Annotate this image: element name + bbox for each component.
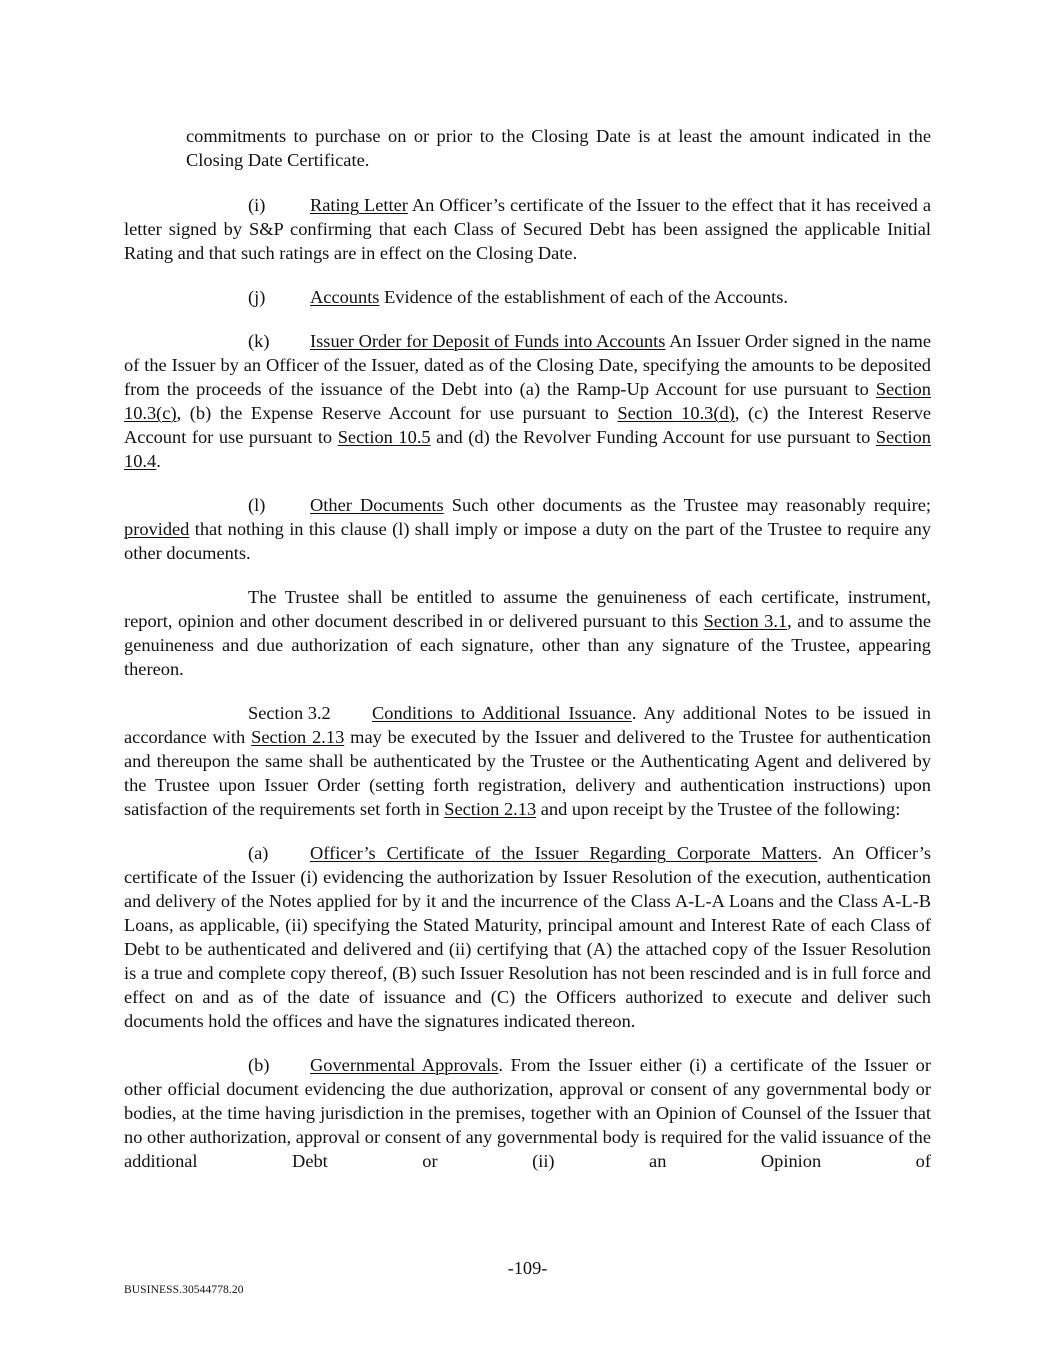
- item-text: . An Officer’s certificate of the Issuer (i) evidencing the authorization by Issuer Resolution of the execution, authentication and delivery of the Notes applied for by it and the incurrence of the Class A-L-A Loans and the Class A-L-B Loans, as applicable, (ii) specifying the Stated Maturity, principal amount and Interest Rate of each Class of Debt to be authenticated and delivered and (ii) certifying that (A) the attached copy of the Issuer Resolution is a true and complete copy thereof, (B) such Issuer Resolution has not been rescinded and is in full force and effect on and as of the date of issuance and (C) the Officers authorized to execute and deliver such documents hold the offices and have the signatures indicated thereon.: [124, 843, 931, 1031]
- item-heading: Rating Letter: [310, 195, 408, 215]
- item-text: Such other documents as the Trustee may reasonably require;: [443, 495, 931, 515]
- item-text: . From the Issuer either (i) a certificate of the Issuer or other official document evidencing the due authorization, approval or consent of any governmental body or bodies, at the time having jurisdiction in the premises, together with an Opinion of Counsel of the Issuer that no other authorization, approval or consent of any governmental body is required for the valid issuance of the additional Debt or (ii) an Opinion of: [124, 1055, 931, 1171]
- document-page: [124, 124, 931, 1193]
- item-label: (a): [248, 843, 269, 863]
- item-text: , (b) the Expense Reserve Account for use pursuant to: [176, 403, 618, 423]
- item-text: and (d) the Revolver Funding Account for use pursuant to: [430, 427, 876, 447]
- continuation-text: commitments to purchase on or prior to the Closing Date is at least the amount indicated in the Closing Date Certificate.: [186, 126, 931, 170]
- section-reference-link: Section 2.13: [444, 799, 537, 819]
- item-j-accounts: [124, 285, 931, 309]
- paragraph-text: may be executed by the Issuer and delivered to the Trustee for authentication and thereupon the same shall be authenticated by the Trustee or the Authenticating Agent and delivered by the Trustee upon Issuer Order (setting forth registration, delivery and authentication instructions) upon satisfaction of the requirements set forth in: [124, 727, 932, 819]
- item-k-issuer-order: [124, 329, 931, 473]
- item-heading: Other Documents: [310, 495, 444, 515]
- provided-emphasis: provided: [124, 519, 190, 539]
- item-text: that nothing in this clause (l) shall imply or impose a duty on the part of the Trustee to require any other documents.: [124, 519, 931, 563]
- item-a-officers-certificate: [124, 841, 931, 1033]
- item-heading: Accounts: [310, 287, 380, 307]
- item-label: (i): [248, 195, 266, 215]
- item-text: , (c) the Interest Reserve Account for use pursuant to: [124, 403, 932, 447]
- section-reference-link: Section 10.3(c): [124, 379, 931, 423]
- item-label: (k): [248, 331, 270, 351]
- item-i-rating-letter: [124, 193, 931, 265]
- paragraph-text: , and to assume the genuineness and due authorization of each signature, other than any signature of the Trustee, appearing thereon.: [124, 611, 931, 679]
- trustee-paragraph: [124, 585, 931, 681]
- section-title: Conditions to Additional Issuance: [372, 703, 632, 723]
- section-3-2-paragraph: [124, 701, 931, 821]
- section-reference-link: Section 2.13: [251, 727, 345, 747]
- section-reference-link: Section 10.5: [337, 427, 431, 447]
- section-reference-link: Section 3.1: [703, 611, 788, 631]
- page-number: -109-: [507, 1258, 548, 1278]
- item-heading: Governmental Approvals: [310, 1055, 499, 1075]
- item-label: (b): [248, 1055, 270, 1075]
- section-reference-link: Section 10.4: [124, 427, 931, 471]
- item-b-governmental-approvals: [124, 1053, 931, 1173]
- item-heading: Issuer Order for Deposit of Funds into Accounts: [310, 331, 666, 351]
- item-text: .: [156, 451, 161, 471]
- document-id: BUSINESS.30544778.20: [124, 1284, 244, 1296]
- item-label: (l): [248, 495, 266, 515]
- item-text: An Issuer Order signed in the name of the Issuer by an Officer of the Issuer, dated as of the Closing Date, specifying the amounts to be deposited from the proceeds of the issuance of the Debt into (a) the Ramp-Up Account for use pursuant to: [124, 331, 931, 399]
- item-text: An Officer’s certificate of the Issuer to the effect that it has received a letter signed by S&P confirming that each Class of Secured Debt has been assigned the applicable Initial Rating and that such ratings are in effect on the Closing Date.: [124, 195, 931, 263]
- item-heading: Officer’s Certificate of the Issuer Regarding Corporate Matters: [310, 843, 818, 863]
- paragraph-text: . Any additional Notes to be issued in accordance with: [124, 703, 931, 747]
- continuation-paragraph: [124, 124, 931, 172]
- section-number: Section 3.2: [248, 703, 331, 723]
- item-text: Evidence of the establishment of each of the Accounts.: [379, 287, 789, 307]
- item-l-other-documents: [124, 493, 931, 565]
- item-label: (j): [248, 287, 266, 307]
- section-reference-link: Section 10.3(d): [617, 403, 735, 423]
- paragraph-text: The Trustee shall be entitled to assume the genuineness of each certificate, instrument, report, opinion and other document described in or delivered pursuant to this: [124, 587, 931, 631]
- paragraph-text: and upon receipt by the Trustee of the following:: [536, 799, 901, 819]
